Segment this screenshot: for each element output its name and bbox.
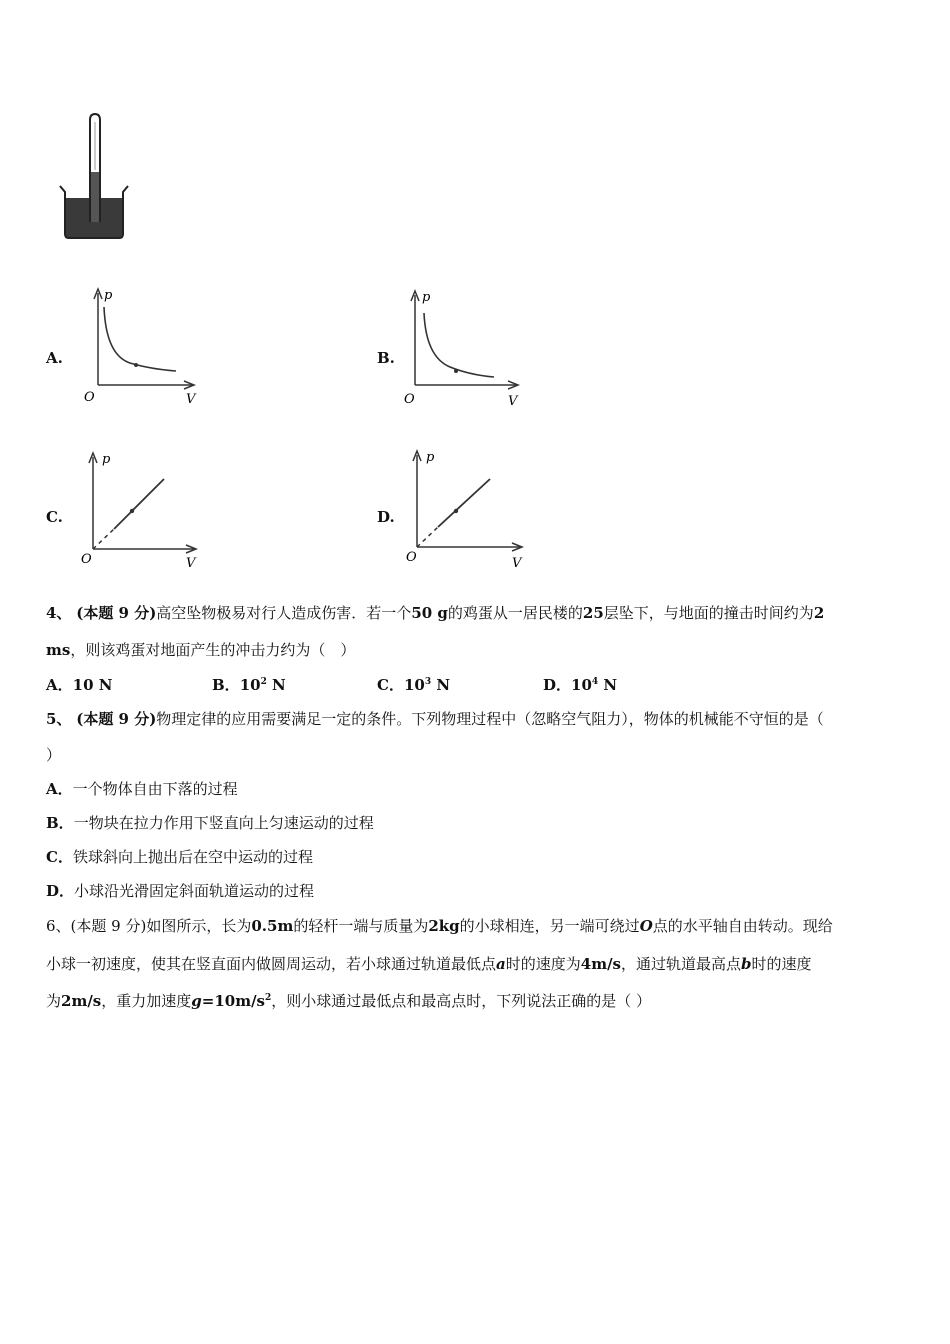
q5-option-d-text: 小球沿光滑固定斜面轨道运动的过程 <box>74 882 315 900</box>
graph-c-axis-v: V <box>186 556 196 571</box>
q6-l2-b: 时的速度为 <box>505 955 581 973</box>
q4-option-a-label: A． <box>46 676 73 694</box>
beaker-tube-figure <box>55 110 140 245</box>
graph-c-axis-p: p <box>102 452 111 467</box>
q6-point-o: O <box>639 917 653 935</box>
q5-number: 5、 <box>46 710 72 728</box>
q5-option-d[interactable] <box>46 881 314 901</box>
graph-d <box>400 445 530 575</box>
q6-point-a: a <box>496 955 506 973</box>
graph-a-axis-p: p <box>104 288 113 303</box>
graph-b-origin: O <box>404 392 415 407</box>
q6-l3-a: 为 <box>46 992 62 1010</box>
graph-b-axis-p: p <box>422 290 431 305</box>
q6-g-sym: g <box>191 992 202 1010</box>
q5-option-b-text: 一物块在拉力作用下竖直向上匀速运动的过程 <box>73 814 374 832</box>
q6-number: 6、 <box>46 917 71 935</box>
q4-option-c-unit: N <box>431 676 451 694</box>
q4-option-b-exp: 2 <box>260 677 267 687</box>
q6-l1-c: 的小球相连，另一端可绕过 <box>459 917 640 935</box>
q4-option-b-unit: N <box>266 676 286 694</box>
q3-option-a-label[interactable]: A. <box>46 349 63 367</box>
q4-option-d-base: 10 <box>571 676 592 694</box>
graph-a-axis-v: V <box>186 392 196 407</box>
q6-line-2 <box>46 954 812 974</box>
q5-meta: (本题 9 分) <box>76 710 157 728</box>
q4-line-1 <box>46 603 824 623</box>
q6-l1-b: 的轻杆一端与质量为 <box>293 917 429 935</box>
q4-time-unit: ms <box>46 641 71 659</box>
q5-option-c-text: 铁球斜向上抛出后在空中运动的过程 <box>72 848 313 866</box>
q5-text: 物理定律的应用需要满足一定的条件。下列物理过程中（忽略空气阻力），物体的机械能不守恒的是（ <box>156 710 824 728</box>
q5-option-c[interactable] <box>46 847 313 867</box>
q5-option-a[interactable] <box>46 779 238 799</box>
q3-option-b-label[interactable]: B. <box>377 349 395 367</box>
q4-option-d-exp: 4 <box>591 677 599 687</box>
graph-d-axis-v: V <box>512 556 522 571</box>
q6-l2-a: 小球一初速度，使其在竖直面内做圆周运动，若小球通过轨道最低点 <box>46 955 497 973</box>
q4-text-c: 层坠下，与地面的撞击时间约为 <box>603 604 814 622</box>
graph-c-origin: O <box>81 552 92 567</box>
q4-time-num: 2 <box>813 604 825 622</box>
q4-option-d-unit: N <box>598 676 618 694</box>
q5-line-2 <box>46 745 61 765</box>
q6-l2-d: 时的速度 <box>751 955 812 973</box>
q5-option-a-text: 一个物体自由下落的过程 <box>72 780 238 798</box>
q4-option-b-label: B． <box>212 676 240 694</box>
q4-option-d-label: D． <box>543 676 572 694</box>
q4-option-c[interactable] <box>377 675 450 695</box>
q6-l1-d: 点的水平轴自由转动。现给 <box>652 917 833 935</box>
q4-text-d: ，则该鸡蛋对地面产生的冲击力约为（ ） <box>70 641 356 659</box>
q6-mass: 2kg <box>428 917 460 935</box>
q6-l2-c: ，通过轨道最高点 <box>621 955 742 973</box>
q4-text-b: 的鸡蛋从一居民楼的 <box>447 604 583 622</box>
q4-option-c-exp: 3 <box>424 677 432 687</box>
q6-length: 0.5m <box>251 917 294 935</box>
q4-mass: 50 g <box>411 604 448 622</box>
q6-l3-b: ，重力加速度 <box>101 992 192 1010</box>
q5-option-b-label: B． <box>46 814 74 832</box>
q5-option-c-label: C． <box>46 848 73 866</box>
q4-option-b-base: 10 <box>239 676 261 694</box>
graph-a-origin: O <box>84 390 95 405</box>
q4-option-b[interactable] <box>212 675 286 695</box>
q6-l3-c: ，则小球通过最低点和最高点时，下列说法正确的是（ ） <box>271 992 652 1010</box>
q6-meta: (本题 9 分) <box>70 917 147 935</box>
q3-option-d-label[interactable]: D. <box>377 508 395 526</box>
q6-g-exp: 2 <box>265 993 272 1003</box>
q6-vb: 2m/s <box>61 992 102 1010</box>
q5-option-a-label: A． <box>46 780 73 798</box>
q6-va: 4m/s <box>580 955 621 973</box>
q6-l1-a: 如图所示，长为 <box>146 917 252 935</box>
q4-text-a: 高空坠物极易对行人造成伤害．若一个 <box>156 604 412 622</box>
q6-point-b: b <box>741 955 752 973</box>
q4-number: 4、 <box>46 604 72 622</box>
q5-line-1 <box>46 709 824 729</box>
graph-d-axis-p: p <box>426 450 435 465</box>
graph-a <box>80 285 210 415</box>
q6-line-3 <box>46 991 651 1011</box>
q4-floor: 25 <box>582 604 604 622</box>
q4-option-c-base: 10 <box>403 676 425 694</box>
q5-option-b[interactable] <box>46 813 374 833</box>
q5-text-cont: ） <box>46 746 62 764</box>
q6-g-val: =10m/s <box>201 992 266 1010</box>
graph-c <box>78 445 208 575</box>
q4-option-d[interactable] <box>543 675 617 695</box>
q5-option-d-label: D． <box>46 882 75 900</box>
q4-line-2 <box>46 640 355 660</box>
graph-d-origin: O <box>406 550 417 565</box>
q4-option-a-value: 10 N <box>72 676 113 694</box>
graph-b-axis-v: V <box>508 394 518 409</box>
q3-option-c-label[interactable]: C. <box>46 508 63 526</box>
q4-option-a[interactable] <box>46 675 112 695</box>
graph-b <box>400 285 530 415</box>
q4-option-c-label: C． <box>377 676 404 694</box>
q4-meta: (本题 9 分) <box>76 604 157 622</box>
q6-line-1 <box>46 916 833 936</box>
